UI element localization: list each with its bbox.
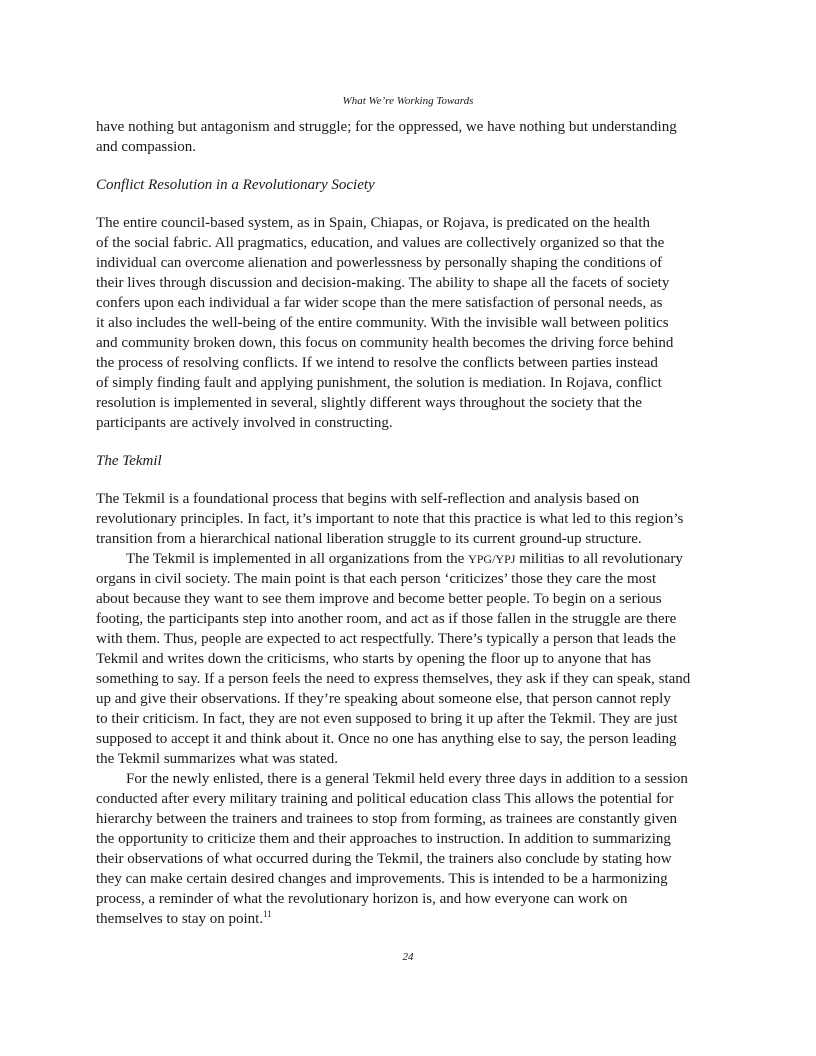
text-line: to their criticism. In fact, they are not even supposed to bring it up after the Tekmil. They are just bbox=[96, 711, 678, 727]
text-line: revolutionary principles. In fact, it’s important to note that this practice is what led to this region’s bbox=[96, 511, 684, 527]
text-line: up and give their observations. If they’re speaking about someone else, that person cannot reply bbox=[96, 691, 671, 707]
text-line: participants are actively involved in constructing. bbox=[96, 415, 393, 431]
text-line: and compassion. bbox=[96, 139, 196, 155]
paragraph-tekmil-2 bbox=[96, 549, 722, 769]
text-line: For the newly enlisted, there is a general Tekmil held every three days in addition to a session bbox=[126, 771, 688, 787]
text-line: Tekmil and writes down the criticisms, who starts by opening the floor up to anyone that has bbox=[96, 651, 652, 667]
text-line: the process of resolving conflicts. If we intend to resolve the conflicts between parties instead bbox=[96, 355, 658, 371]
text-line: their observations of what occurred during the Tekmil, the trainers also conclude by stating how bbox=[96, 851, 672, 867]
text-line: the Tekmil summarizes what was stated. bbox=[96, 751, 338, 767]
paragraph-conflict-resolution bbox=[96, 213, 722, 433]
text-line: hierarchy between the trainers and trainees to stop from forming, as trainees are constantly given bbox=[96, 811, 678, 827]
text-line: it also includes the well-being of the entire community. With the invisible wall between politics bbox=[96, 315, 669, 331]
text-line: something to say. If a person feels the need to express themselves, they ask if they can speak, stand bbox=[96, 671, 691, 687]
text-segment: militias to all revolutionary bbox=[515, 551, 683, 567]
text-line: organs in civil society. The main point is that each person ‘criticizes’ those they care the most bbox=[96, 571, 657, 587]
page-number: 24 bbox=[402, 951, 414, 963]
paragraph-intro bbox=[96, 117, 722, 157]
text-segment: The Tekmil is implemented in all organizations from the bbox=[126, 551, 469, 567]
text-line: The entire council-based system, as in Spain, Chiapas, or Rojava, is predicated on the health bbox=[96, 215, 651, 231]
text-line: their lives through discussion and decision-making. The ability to shape all the facets of society bbox=[96, 275, 670, 291]
page-body bbox=[96, 117, 722, 929]
section-heading-tekmil: The Tekmil bbox=[96, 453, 162, 469]
text-line bbox=[96, 909, 722, 929]
text-line: conducted after every military training and political education class This allows the potential for bbox=[96, 791, 674, 807]
text-line: and community broken down, this focus on community health becomes the driving force behind bbox=[96, 335, 674, 351]
running-header: What We’re Working Towards bbox=[342, 95, 474, 107]
text-line: transition from a hierarchical national liberation struggle to its current ground-up structure. bbox=[96, 531, 642, 547]
footnote-marker[interactable]: 11 bbox=[263, 909, 272, 919]
text-line: about because they want to see them improve and become better people. To begin on a serious bbox=[96, 591, 662, 607]
text-line: supposed to accept it and think about it. Once no one has anything else to say, the person leading bbox=[96, 731, 677, 747]
text-line: resolution is implemented in several, slightly different ways throughout the society that the bbox=[96, 395, 642, 411]
text-line: the opportunity to criticize them and their approaches to instruction. In addition to summarizing bbox=[96, 831, 671, 847]
text-line: they can make certain desired changes and improvements. This is intended to be a harmonizing bbox=[96, 871, 668, 887]
text-line: have nothing but antagonism and struggle; for the oppressed, we have nothing but understanding bbox=[96, 119, 677, 135]
text-line: with them. Thus, people are expected to act respectfully. There’s typically a person that leads the bbox=[96, 631, 676, 647]
text-line: footing, the participants step into another room, and act as if those fallen in the struggle are there bbox=[96, 611, 677, 627]
text-line bbox=[96, 549, 722, 569]
section-heading-conflict-resolution: Conflict Resolution in a Revolutionary Society bbox=[96, 177, 375, 193]
acronym-ypg-ypj: YPG/YPJ bbox=[468, 552, 516, 566]
text-line: of the social fabric. All pragmatics, education, and values are collectively organized so that the bbox=[96, 235, 665, 251]
paragraph-tekmil-3 bbox=[96, 769, 722, 929]
text-line: individual can overcome alienation and powerlessness by personally shaping the conditions of bbox=[96, 255, 663, 271]
paragraph-tekmil-1 bbox=[96, 489, 722, 549]
text-line: process, a reminder of what the revolutionary horizon is, and how everyone can work on bbox=[96, 891, 628, 907]
text-line: of simply finding fault and applying punishment, the solution is mediation. In Rojava, conflict bbox=[96, 375, 662, 391]
text-segment: themselves to stay on point. bbox=[96, 911, 264, 927]
text-line: The Tekmil is a foundational process that begins with self-reflection and analysis based on bbox=[96, 491, 640, 507]
text-line: confers upon each individual a far wider scope than the mere satisfaction of personal needs, as bbox=[96, 295, 663, 311]
